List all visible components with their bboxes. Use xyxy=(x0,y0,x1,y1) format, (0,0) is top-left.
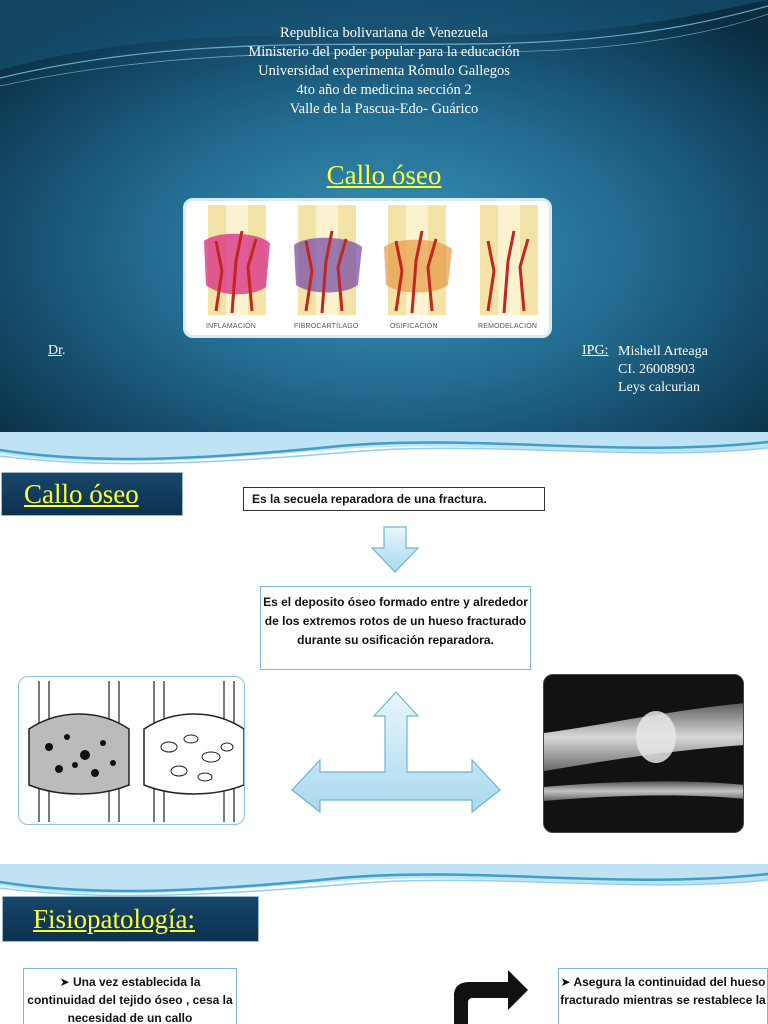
bullet-text: Asegura la continuidad del hueso fracturado mientras se restablece la xyxy=(560,975,766,1007)
bullet-box-left xyxy=(23,968,237,1024)
caption-ossification: OSIFICACIÓN xyxy=(390,323,438,330)
bullet-text: Una vez establecida la continuidad del tejido óseo , cesa la necesidad de un callo xyxy=(27,975,233,1024)
bone-healing-stages-figure xyxy=(183,198,552,338)
arrow-bullet-icon: ➤ xyxy=(59,975,73,989)
bone-healing-illustration xyxy=(186,201,549,335)
remodeling-stage-illustration xyxy=(480,205,538,315)
slide-title-text: Callo óseo xyxy=(24,479,139,509)
slide-title-text: Callo óseo xyxy=(326,160,442,190)
histology-sketch-illustration xyxy=(19,677,245,825)
callus-xray-image xyxy=(543,674,744,833)
author-name: Mishell Arteaga xyxy=(618,344,708,359)
long-definition-box: Es el deposito óseo formado entre y alrededor de los extremos rotos de un hueso fracturado durante su osificación reparadora. xyxy=(260,586,531,670)
caption-remodeling: REMODELACIÓN xyxy=(478,323,538,330)
definition-slide xyxy=(0,432,768,864)
institution-header xyxy=(0,24,768,119)
ossification-stage-illustration xyxy=(384,205,452,315)
caption-inflammation: INFLAMACIÓN xyxy=(206,323,257,330)
callus-histology-drawing xyxy=(18,676,245,825)
top-wave-decoration xyxy=(0,432,768,474)
fibrocartilage-stage-illustration xyxy=(294,205,362,315)
title-slide xyxy=(0,0,768,432)
header-line: 4to año de medicina sección 2 xyxy=(296,82,472,98)
xray-illustration xyxy=(544,675,744,833)
arrow-bullet-icon: ➤ xyxy=(560,975,574,989)
doctor-label: Dr. xyxy=(48,343,66,358)
bent-arrow-icon xyxy=(448,968,532,1024)
slide-title xyxy=(2,896,259,942)
short-definition-box: Es la secuela reparadora de una fractura. xyxy=(243,487,545,511)
three-way-arrow-icon xyxy=(290,690,502,814)
slide-title xyxy=(1,472,183,516)
bullet-box-right xyxy=(558,968,768,1024)
physiopathology-slide xyxy=(0,864,768,1024)
ipg-label: IPG: xyxy=(582,343,609,358)
inflammation-stage-illustration xyxy=(204,205,270,315)
header-line: Ministerio del poder popular para la educación xyxy=(248,44,520,60)
author-info xyxy=(618,343,708,397)
author-coauthor: Leys calcurian xyxy=(618,380,701,395)
down-arrow-icon xyxy=(370,526,420,574)
header-line: Valle de la Pascua-Edo- Guárico xyxy=(289,101,479,117)
author-id: CI. 26008903 xyxy=(618,362,695,377)
slide-title-text: Fisiopatología: xyxy=(33,904,195,934)
slide-title xyxy=(0,160,768,191)
header-line: Republica bolivariana de Venezuela xyxy=(280,25,488,41)
caption-fibrocartilage: FIBROCARTÍLAGO xyxy=(294,323,359,330)
header-line: Universidad experimenta Rómulo Gallegos xyxy=(258,63,510,79)
